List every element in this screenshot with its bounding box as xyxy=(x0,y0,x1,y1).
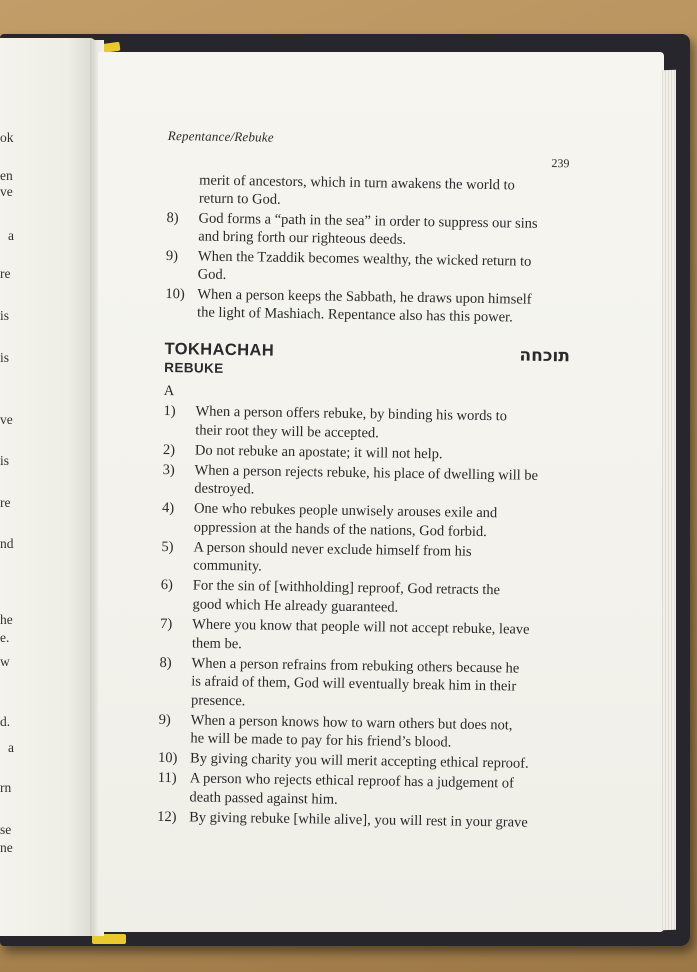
line-text: oppression at the hands of the nations, God forbid. xyxy=(193,519,487,540)
line-text: For the sin of [withholding] reproof, God retracts the xyxy=(192,577,501,599)
left-page-fragment: ve xyxy=(0,184,13,199)
section-title: TOKHACHAH xyxy=(164,339,275,360)
item-number: 3) xyxy=(162,461,175,478)
item-number: 8) xyxy=(159,654,172,671)
page-number: 239 xyxy=(551,156,570,171)
left-page-fragment: he xyxy=(0,612,13,627)
line-text: good which He already guaranteed. xyxy=(192,596,399,616)
left-page-fragment: en xyxy=(0,168,13,183)
left-page-fragment: ve xyxy=(0,412,13,427)
line-text: them be. xyxy=(191,635,242,652)
left-page-fragment: re xyxy=(0,266,11,281)
line-text: presence. xyxy=(190,692,246,710)
line-text: Where you know that people will not accept rebuke, leave xyxy=(192,616,530,638)
line-text: One who rebukes people unwisely arouses exile and xyxy=(193,500,498,522)
line-text: By giving rebuke [while alive], you will rest in your grave xyxy=(189,809,528,831)
item-number: 11) xyxy=(157,770,177,787)
item-number: 7) xyxy=(160,615,173,633)
line-text: merit of ancestors, which in turn awakens the world to xyxy=(199,172,515,194)
running-head: Repentance/Rebuke xyxy=(167,128,274,145)
line-text: When the Tzaddik becomes wealthy, the wicked return to xyxy=(197,248,532,270)
item-number: 9) xyxy=(158,711,171,728)
left-page-fragment: se xyxy=(0,822,12,837)
line-text: When a person offers rebuke, by binding his words to xyxy=(195,403,508,425)
line-text: destroyed. xyxy=(194,480,255,498)
page-edges xyxy=(662,70,676,930)
item-number: 12) xyxy=(157,808,177,826)
item-number: 6) xyxy=(160,577,174,594)
section-letter: A xyxy=(163,382,175,400)
line-text: death passed against him. xyxy=(189,789,338,808)
left-page-fragment: a xyxy=(8,740,14,755)
item-number: 4) xyxy=(161,500,175,517)
line-text: return to God. xyxy=(198,190,281,208)
item-number: 2) xyxy=(162,441,176,458)
line-text: By giving charity you will merit accepting ethical reproof. xyxy=(189,750,529,773)
line-text: Do not rebuke an apostate; it will not help. xyxy=(194,442,443,462)
line-text: God. xyxy=(197,266,227,283)
left-page-fragment: re xyxy=(0,495,11,510)
left-page-fragment: e. xyxy=(0,630,10,645)
line-text: the light of Mashiach. Repentance also has this power. xyxy=(196,304,513,326)
left-page-fragment: is xyxy=(0,308,10,323)
section-title-hebrew: תוכחה xyxy=(519,345,571,367)
line-text: their root they will be accepted. xyxy=(195,422,379,441)
item-number: 10) xyxy=(165,285,185,303)
item-number: 5) xyxy=(161,538,174,555)
line-text: he will be made to pay for his friend’s blood. xyxy=(190,730,452,751)
line-text: When a person knows how to warn others but does not, xyxy=(190,712,513,734)
line-text: When a person rejects rebuke, his place of dwelling will be xyxy=(194,462,539,484)
line-text: community. xyxy=(193,557,262,575)
line-text: and bring forth our righteous deeds. xyxy=(198,228,407,248)
left-page-fragment: a xyxy=(8,228,14,243)
page-text-block xyxy=(157,128,588,855)
left-page-fragment: rn xyxy=(0,780,12,795)
item-number: 8) xyxy=(166,209,179,227)
line-text: God forms a “path in the sea” in order to suppress our sins xyxy=(198,210,538,232)
item-number: 10) xyxy=(157,750,178,767)
left-page-fragment: d. xyxy=(0,714,11,729)
left-page-fragment: w xyxy=(0,654,10,669)
line-text: is afraid of them, God will eventually break him in their xyxy=(191,673,517,695)
left-page-fragment: ok xyxy=(0,130,14,145)
line-text: When a person keeps the Sabbath, he draws upon himself xyxy=(197,286,532,308)
left-page xyxy=(0,38,96,936)
item-number: 9) xyxy=(165,247,179,265)
section-subtitle: REBUKE xyxy=(164,359,224,376)
left-page-fragment: nd xyxy=(0,536,14,551)
line-text: When a person refrains from rebuking others because he xyxy=(191,655,520,677)
item-number: 1) xyxy=(163,402,176,420)
line-text: A person who rejects ethical reproof has a judgement of xyxy=(189,770,515,792)
line-text: A person should never exclude himself from his xyxy=(193,539,472,560)
left-page-fragment: ne xyxy=(0,840,13,855)
left-page-fragment: is xyxy=(0,350,10,365)
left-page-fragment: is xyxy=(0,453,10,468)
